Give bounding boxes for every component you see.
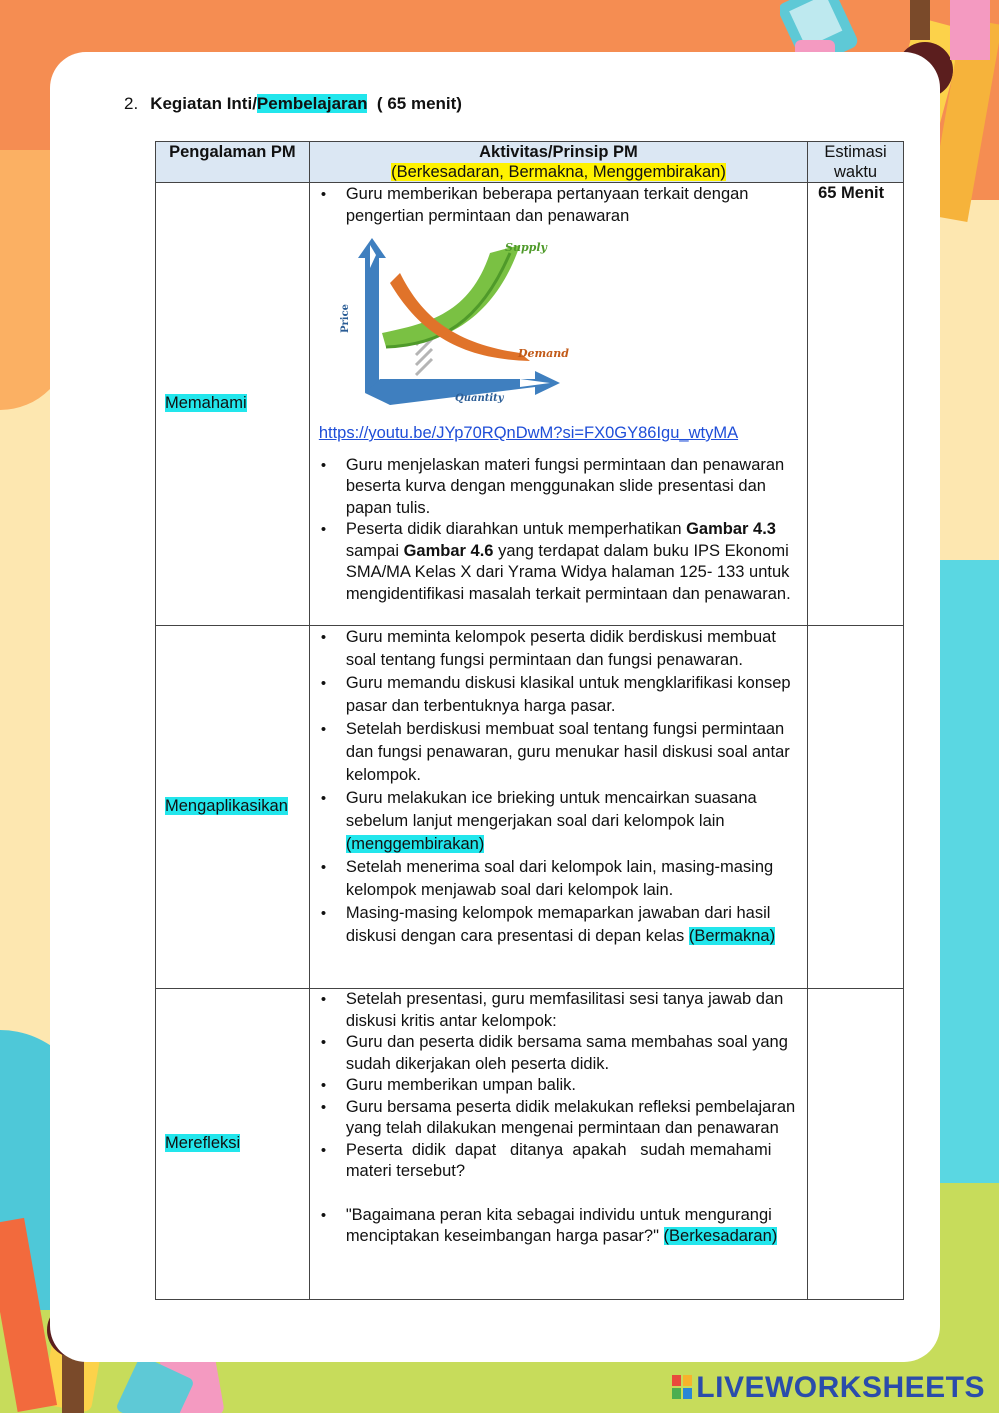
chart-label-price: Price bbox=[339, 303, 351, 333]
list-item bbox=[346, 1205, 801, 1248]
row-activities bbox=[309, 626, 807, 989]
chart-label-supply: Supply bbox=[504, 241, 547, 254]
supply-demand-chart-icon bbox=[320, 233, 585, 413]
section-heading bbox=[124, 94, 462, 114]
activity-list bbox=[310, 989, 807, 1248]
row-activities bbox=[309, 183, 807, 626]
section-title-part2: ( 65 menit) bbox=[367, 94, 462, 113]
list-item-bold: Gambar 4.3 bbox=[686, 520, 776, 538]
row-label-text: Mengaplikasikan bbox=[165, 797, 288, 816]
header-pengalaman: Pengalaman PM bbox=[156, 142, 310, 183]
row-label-memahami bbox=[156, 183, 310, 626]
row-estimate bbox=[808, 989, 904, 1300]
table-row bbox=[156, 989, 904, 1300]
section-title-part1: Kegiatan Inti/ bbox=[150, 94, 257, 113]
list-item: • Setelah berdiskusi membuat soal tentang fungsi permintaan dan fungsi penawaran, guru menukar hasil diskusi soal antar kelompok. bbox=[346, 718, 801, 787]
row-estimate bbox=[808, 626, 904, 989]
row-activities bbox=[309, 989, 807, 1300]
activity-list bbox=[310, 184, 807, 227]
list-item: • Setelah presentasi, guru memfasilitasi sesi tanya jawab dan diskusi kritis antar kelompok: bbox=[346, 989, 801, 1032]
list-item-text: Peserta didik diarahkan untuk memperhatikan bbox=[345, 520, 687, 538]
list-item: • Guru memberikan umpan balik. bbox=[346, 1075, 801, 1097]
list-item bbox=[346, 519, 801, 605]
principle-tag: (Bermakna) bbox=[688, 927, 776, 945]
table-row bbox=[156, 626, 904, 989]
list-item: • Guru meminta kelompok peserta didik berdiskusi membuat soal tentang fungsi permintaan dan fungsi penawaran. bbox=[346, 626, 801, 672]
list-item: • Setelah menerima soal dari kelompok lain, masing-masing kelompok menjawab soal dari kelompok lain. bbox=[346, 856, 801, 902]
list-item: • Guru memberikan beberapa pertanyaan terkait dengan pengertian permintaan dan penawaran bbox=[346, 184, 801, 227]
liveworksheets-logo bbox=[672, 1371, 985, 1405]
supply-demand-image bbox=[320, 233, 585, 413]
row-label-merefleksi bbox=[156, 989, 310, 1300]
header-aktivitas bbox=[309, 142, 807, 183]
list-item bbox=[346, 787, 801, 856]
section-title-highlight: Pembelajaran bbox=[256, 94, 368, 113]
activity-table bbox=[155, 141, 904, 1300]
list-item-bold: Gambar 4.6 bbox=[403, 541, 494, 560]
row-label-text: Merefleksi bbox=[165, 1134, 241, 1153]
brand-text: LIVEWORKSHEETS bbox=[696, 1371, 985, 1404]
header-estimasi: Estimasi waktu bbox=[808, 142, 904, 183]
principle-tag: (menggembirakan) bbox=[345, 835, 485, 853]
header-aktivitas-subtitle: (Berkesadaran, Bermakna, Menggembirakan) bbox=[391, 163, 726, 181]
liveworksheets-mark-icon bbox=[672, 1375, 692, 1399]
list-item: • Guru bersama peserta didik melakukan refleksi pembelajaran yang telah dilakukan mengenai permintaan dan penawaran bbox=[346, 1097, 801, 1140]
list-item: • Guru menjelaskan materi fungsi permintaan dan penawaran beserta kurva dengan menggunakan slide presentasi dan papan tulis. bbox=[346, 455, 801, 520]
list-item-text: Guru melakukan ice brieking untuk mencairkan suasana sebelum lanjut mengerjakan soal dari kelompok lain bbox=[345, 789, 757, 830]
table-row bbox=[156, 183, 904, 626]
list-item bbox=[346, 902, 801, 948]
chart-label-demand: Demand bbox=[517, 347, 569, 360]
principle-tag: (Berkesadaran) bbox=[663, 1227, 778, 1245]
list-item-text: "Bagaimana peran kita sebagai individu untuk mengurangi menciptakan keseimbangan harga pasar?" bbox=[345, 1205, 772, 1245]
list-item-text: sampai bbox=[345, 541, 404, 560]
row-label-mengaplikasikan bbox=[156, 626, 310, 989]
list-item: • Peserta didik dapat ditanya apakah sudah memahami materi tersebut? bbox=[346, 1140, 801, 1183]
list-item-text: yang terdapat dalam buku IPS Ekonomi SMA/MA Kelas X dari Yrama Widya halaman 125- 133 untuk mengidentifikasi masalah terkait permintaan dan penawaran. bbox=[345, 541, 791, 603]
chart-label-quantity: Quantity bbox=[454, 393, 504, 404]
youtube-link[interactable]: https://youtu.be/JYp70RQnDwM?si=FX0GY86Igu_wtyMA bbox=[318, 424, 739, 442]
section-number: 2. bbox=[124, 94, 139, 113]
header-aktivitas-title: Aktivitas/Prinsip PM bbox=[479, 143, 638, 161]
table-header-row bbox=[156, 142, 904, 183]
list-item: • Guru dan peserta didik bersama sama membahas soal yang sudah dikerjakan oleh peserta didik. bbox=[346, 1032, 801, 1075]
estimate-value: 65 Menit bbox=[818, 184, 885, 202]
row-estimate bbox=[808, 183, 904, 626]
activity-list bbox=[310, 626, 807, 948]
row-label-text: Memahami bbox=[165, 394, 247, 413]
list-item-text: Masing-masing kelompok memaparkan jawaban dari hasil diskusi dengan cara presentasi di depan kelas bbox=[345, 904, 771, 945]
activity-list bbox=[310, 455, 807, 606]
list-item: • Guru memandu diskusi klasikal untuk mengklarifikasi konsep pasar dan terbentuknya harga pasar. bbox=[346, 672, 801, 718]
